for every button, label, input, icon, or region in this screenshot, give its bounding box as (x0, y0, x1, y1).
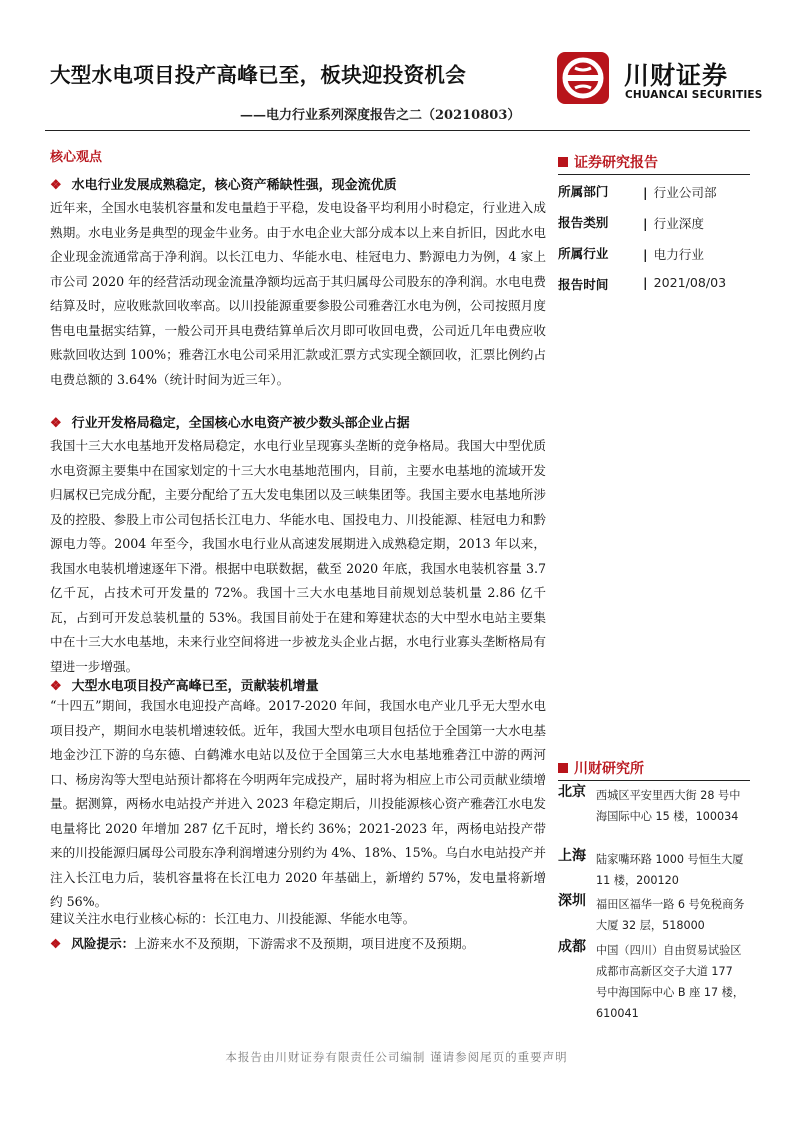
info-value-industry: | 电力行业 (643, 247, 704, 262)
info-value-date: | 2021/08/03 (643, 275, 727, 290)
section-paragraph-2: 我国十三大水电基地开发格局稳定，水电行业呈现寡头垄断的竞争格局。我国大中型优质水电资源主要集中在国家划定的十三大水电基地范围内，目前，主要水电基地的流域开发归属权已完成分配，主要分配给了五大发电集团以及三峡集团等。我国主要水电基地所涉及的控股、参股上市公司包括长江电力、华能水电、国投电力、川投能源、桂冠电力和黔源电力等。2004 年至今，我国水电行业从高速发展期进入成熟稳定期，2013 年以来，我国水电装机增速逐年下滑。根据中电联数据，截至 2020 年底，我国水电装机容量 3.7 亿千瓦，占技术可开发量的 72%。我国十三大水电基地目前规划总装机量 2.86 亿千瓦，占到可开发总装机量的 53%。我国目前处于在建和筹建状态的大中型水电站主要集中在十三大水电基地，未来行业空间将进一步被龙头企业占据，水电行业寡头垄断格局有望进一步增强。 (50, 438, 546, 674)
section-bullet-1 (50, 174, 397, 193)
securities-report-heading (558, 152, 658, 172)
office-address-beijing: 西城区平安里西大街 28 号中海国际中心 15 楼，100034 (596, 789, 741, 823)
securities-report-heading-text: 证券研究报告 (574, 155, 658, 171)
risk-text: 上游来水不及预期，下游需求不及预期，项目进度不及预期。 (134, 936, 475, 951)
section-paragraph-3: “十四五”期间，我国水电迎投产高峰。2017-2020 年间，我国水电产业几乎无大型水电项目投产，期间水电装机增速较低。近年，我国大型水电项目包括位于全国第一大水电基地金沙江下游的乌东德、白鹤滩水电站以及位于全国第三大水电基地雅砻江中游的两河口、杨房沟等大型电站预计都将在今明两年完成投产，届时将为相应上市公司贡献业绩增量。据测算，两杨水电站投产并进入 2023 年稳定期后，川投能源核心资产雅砻江水电发电量将比 2020 年增加 287 亿千瓦时，增长约 36%；2021-2023 年，两杨电站投产带来的川投能源归属母公司股东净利润增速分别约为 4%、18%、15%。乌白水电站投产并注入长江电力后，装机容量将在长江电力 2020 年基础上，新增约 57%，发电量将新增约 56%。 (50, 698, 546, 909)
office-address-shenzhen: 福田区福华一路 6 号免税商务大厦 32 层，518000 (596, 898, 745, 932)
header-divider (45, 130, 750, 131)
info-value-text: 2021/08/03 (653, 275, 727, 290)
risk-warning (50, 932, 474, 957)
info-value-text: 行业深度 (653, 216, 704, 231)
institute-heading (558, 758, 644, 778)
sidebar-divider (558, 174, 750, 175)
section-bullet-2 (50, 412, 410, 431)
section-bullet-3 (50, 675, 319, 694)
section-bullet-text: 水电行业发展成熟稳定，核心资产稀缺性强，现金流优质 (71, 178, 397, 193)
square-bullet-icon (558, 763, 568, 773)
info-key-industry: 所属行业 (558, 246, 609, 261)
office-city-shanghai: 上海 (558, 848, 586, 864)
office-address-shanghai: 陆家嘴环路 1000 号恒生大厦 11 楼，200120 (596, 853, 744, 887)
core-view-heading: 核心观点 (50, 150, 103, 165)
info-value-text: 行业公司部 (653, 185, 717, 200)
info-key-category: 报告类别 (558, 215, 609, 230)
report-title: 大型水电项目投产高峰已至，板块迎投资机会 (50, 63, 466, 87)
diamond-bullet-icon: ❖ (50, 416, 62, 431)
office-city-shenzhen: 深圳 (558, 893, 586, 909)
diamond-bullet-icon: ❖ (50, 679, 62, 694)
risk-label: 风险提示： (71, 936, 135, 951)
logo-chinese-name: 川财证券 (624, 61, 729, 90)
square-bullet-icon (558, 157, 568, 167)
page-footer: 本报告由川财证券有限责任公司编制 谨请参阅尾页的重要声明 (225, 1050, 568, 1064)
office-address-chengdu: 中国（四川）自由贸易试验区成都市高新区交子大道 177 号中海国际中心 B 座 17 楼，610041 (596, 944, 745, 1020)
office-city-chengdu: 成都 (558, 939, 586, 955)
sidebar-divider (558, 780, 750, 781)
section-bullet-text: 大型水电项目投产高峰已至，贡献装机增量 (71, 679, 319, 694)
diamond-bullet-icon: ❖ (50, 936, 62, 951)
section-paragraph-1: 近年来，全国水电装机容量和发电量趋于平稳，发电设备平均利用小时稳定，行业进入成熟期。水电业务是典型的现金牛业务。由于水电企业大部分成本以上来自折旧，因此水电企业现金流通常高于净利润。以长江电力、华能水电、桂冠电力、黔源电力为例，4 家上市公司 2020 年的经营活动现金流量净额均远高于其归属母公司股东的净利润。水电电费结算及时，应收账款回收率高。以川投能源重要参股公司雅砻江水电为例，公司按照月度售电电量据实结算，一般公司开具电费结算单后次月即可收回电费，公司近几年电费应收账款回收达到 100%；雅砻江水电公司采用汇款或汇票方式实现全额回收，汇票比例约占电费总额的 3.64%（统计时间为近三年）。 (50, 200, 546, 387)
logo-english-name: CHUANCAI SECURITIES (625, 89, 763, 101)
section-bullet-text: 行业开发格局稳定，全国核心水电资产被少数头部企业占据 (71, 416, 410, 431)
report-subtitle: ——电力行业系列深度报告之二（20210803） (240, 108, 521, 123)
office-city-beijing: 北京 (558, 784, 586, 800)
info-value-department: | 行业公司部 (643, 185, 717, 200)
info-key-department: 所属部门 (558, 184, 609, 199)
info-key-date: 报告时间 (558, 277, 609, 292)
recommendation-text: 建议关注水电行业核心标的：长江电力、川投能源、华能水电等。 (50, 911, 416, 926)
institute-heading-text: 川财研究所 (574, 761, 644, 777)
diamond-bullet-icon: ❖ (50, 178, 62, 193)
info-value-text: 电力行业 (653, 247, 704, 262)
info-value-category: | 行业深度 (643, 216, 704, 231)
chuancai-logo-icon (555, 50, 611, 106)
